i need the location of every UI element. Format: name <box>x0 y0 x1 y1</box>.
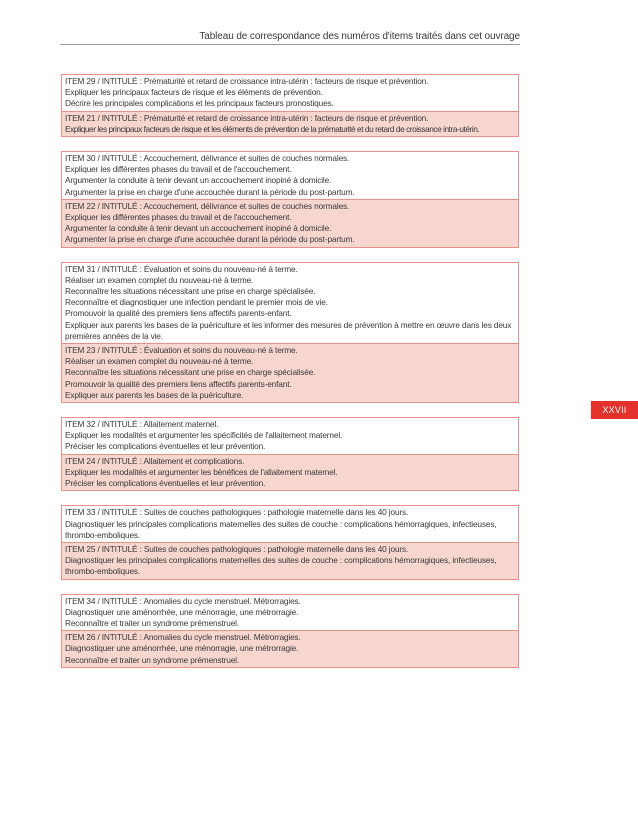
item-group <box>61 505 519 579</box>
item-group <box>61 417 519 491</box>
item-objective: Reconnaître et traiter un syndrome prémenstruel. <box>65 617 240 628</box>
item-objective: Préciser les complications éventuelles et leur prévention. <box>65 478 266 489</box>
item-group <box>61 262 519 403</box>
item-objective: Reconnaître les situations nécessitant une prise en charge spécialisée. <box>65 286 316 297</box>
new-item-block <box>62 75 518 111</box>
item-title: ITEM 21 / INTITULÉ : Prématurité et retard de croissance intra-utérin : facteurs de risque et prévention. <box>65 112 429 123</box>
item-title: ITEM 32 / INTITULÉ : Allaitement maternel. <box>65 419 219 430</box>
item-objective: Expliquer les différentes phases du travail et de l'accouchement. <box>65 164 292 175</box>
item-objective: Argumenter la conduite à tenir devant un accouchement inopiné à domicile. <box>65 223 332 234</box>
item-objective: Reconnaître et diagnostiquer une infection pendant le premier mois de vie. <box>65 297 328 308</box>
item-objective: Reconnaître et traiter un syndrome prémenstruel. <box>65 654 240 665</box>
page-number-tab: XXVII <box>591 401 638 419</box>
new-item-block <box>62 595 518 631</box>
old-item-block <box>62 111 518 136</box>
item-objective: Diagnostiquer les principales complications maternelles des suites de couche : complications hémorragiques, infectieuses, thrombo-emboliques. <box>65 518 497 540</box>
item-title: ITEM 33 / INTITULÉ : Suites de couches pathologiques : pathologie maternelle dans les 40 jours. <box>65 507 409 518</box>
item-objective: Réaliser un examen complet du nouveau-né à terme. <box>65 356 254 367</box>
item-objective: Diagnostiquer une aménorrhée, une ménorragie, une métrorragie. <box>65 643 299 654</box>
item-title: ITEM 30 / INTITULÉ : Accouchement, délivrance et suites de couches normales. <box>65 153 350 164</box>
item-objective: Promouvoir la qualité des premiers liens affectifs parents-enfant. <box>65 308 292 319</box>
item-title: ITEM 31 / INTITULÉ : Évaluation et soins du nouveau-né à terme. <box>65 263 298 274</box>
new-item-block <box>62 418 518 454</box>
old-item-block <box>62 542 518 579</box>
item-title: ITEM 29 / INTITULÉ : Prématurité et retard de croissance intra-utérin : facteurs de risque et prévention. <box>65 76 429 86</box>
item-objective: Expliquer les principaux facteurs de risque et les éléments de prévention de la prématurité et du retard de croissance intra-utérin. <box>65 123 480 134</box>
old-item-block <box>62 199 518 247</box>
new-item-block <box>62 506 518 542</box>
item-group <box>61 594 519 668</box>
item-objective: Expliquer aux parents les bases de la puériculture. <box>65 389 244 400</box>
item-group <box>61 151 519 248</box>
old-item-block <box>62 630 518 667</box>
item-objective: Reconnaître les situations nécessitant une prise en charge spécialisée. <box>65 367 316 378</box>
item-title: ITEM 24 / INTITULÉ : Allaitement et complications. <box>65 455 245 466</box>
item-objective: Expliquer les modalités et argumenter les spécificités de l'allaitement maternel. <box>65 430 343 441</box>
item-objective: Diagnostiquer une aménorrhée, une ménorragie, une métrorragie. <box>65 606 299 617</box>
page-header-title: Tableau de correspondance des numéros d'items traités dans cet ouvrage <box>199 31 520 42</box>
item-objective: Argumenter la prise en charge d'une accouchée durant la période du post-partum. <box>65 186 355 197</box>
item-title: ITEM 34 / INTITULÉ : Anomalies du cycle menstruel. Métrorragies. <box>65 595 301 606</box>
correspondence-table <box>61 74 519 682</box>
item-objective: Préciser les complications éventuelles et leur prévention. <box>65 441 266 452</box>
item-objective: Réaliser un examen complet du nouveau-né à terme. <box>65 274 254 285</box>
item-objective: Promouvoir la qualité des premiers liens affectifs parents-enfant. <box>65 378 292 389</box>
item-group <box>61 74 519 137</box>
item-title: ITEM 23 / INTITULÉ : Évaluation et soins du nouveau-né à terme. <box>65 345 298 356</box>
item-objective: Expliquer les principaux facteurs de risque et les éléments de prévention. <box>65 87 323 98</box>
old-item-block <box>62 454 518 491</box>
item-objective: Expliquer les modalités et argumenter les bénéfices de l'allaitement maternel. <box>65 466 338 477</box>
old-item-block <box>62 343 518 402</box>
item-title: ITEM 26 / INTITULÉ : Anomalies du cycle menstruel. Métrorragies. <box>65 632 301 643</box>
header-rule <box>60 44 520 45</box>
new-item-block <box>62 152 518 199</box>
item-objective: Argumenter la conduite à tenir devant un accouchement inopiné à domicile. <box>65 175 332 186</box>
item-objective: Décrire les principales complications et les principaux facteurs pronostiques. <box>65 98 334 109</box>
item-title: ITEM 22 / INTITULÉ : Accouchement, délivrance et suites de couches normales. <box>65 200 350 211</box>
item-objective: Expliquer aux parents les bases de la puériculture et les informer des mesures de prévention à mettre en œuvre dans les deux premières années de la vie. <box>65 319 512 341</box>
item-title: ITEM 25 / INTITULÉ : Suites de couches pathologiques : pathologie maternelle dans les 40 jours. <box>65 543 409 554</box>
item-objective: Diagnostiquer les principales complications maternelles des suites de couche : complications hémorragiques, infectieuses, thrombo-emboliques. <box>65 555 497 577</box>
item-objective: Expliquer les différentes phases du travail et de l'accouchement. <box>65 212 292 223</box>
item-objective: Argumenter la prise en charge d'une accouchée durant la période du post-partum. <box>65 234 355 245</box>
new-item-block <box>62 263 518 343</box>
